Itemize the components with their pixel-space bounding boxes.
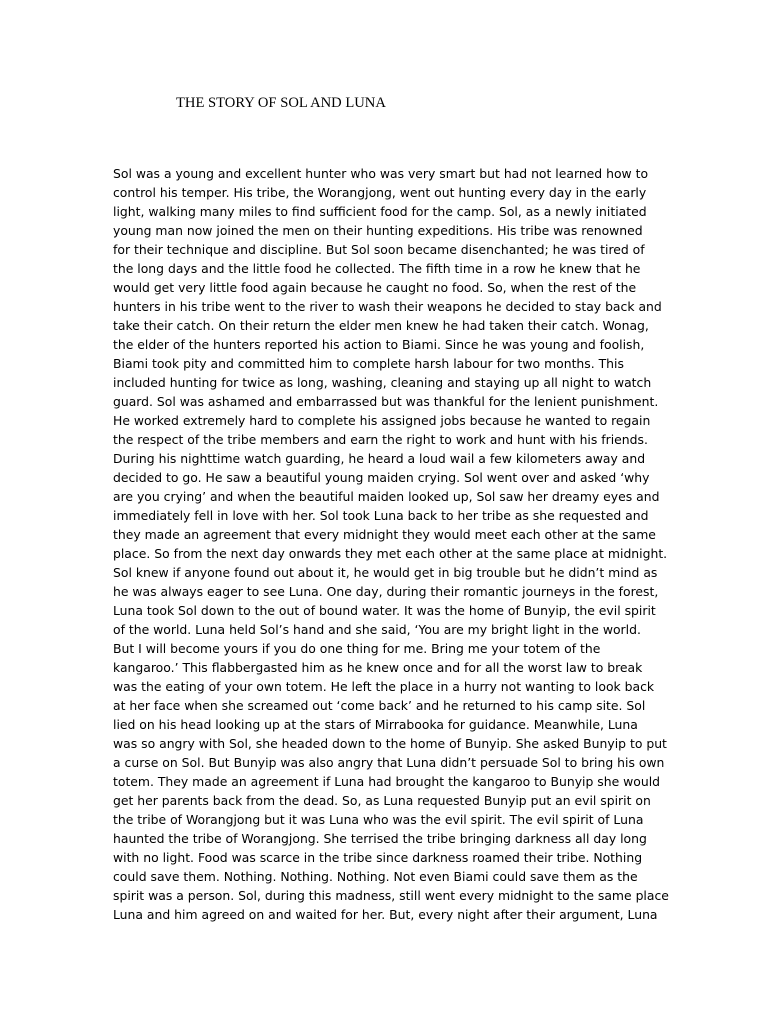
story-body (113, 164, 673, 924)
story-line: kangaroo.’ This flabbergasted him as he knew once and for all the worst law to break (113, 660, 643, 675)
story-line: lied on his head looking up at the stars of Mirrabooka for guidance. Meanwhile, Luna (113, 717, 638, 732)
story-line: Sol knew if anyone found out about it, he would get in big trouble but he didn’t mind as (113, 565, 658, 580)
story-line: young man now joined the men on their hunting expeditions. His tribe was renowned (113, 223, 643, 238)
story-line: the long days and the little food he collected. The fifth time in a row he knew that he (113, 261, 641, 276)
story-line: control his temper. His tribe, the Worangjong, went out hunting every day in the early (113, 185, 647, 200)
story-line: was the eating of your own totem. He left the place in a hurry not wanting to look back (113, 679, 655, 694)
story-line: place. So from the next day onwards they met each other at the same place at midnight. (113, 546, 668, 561)
story-line: hunters in his tribe went to the river to wash their weapons he decided to stay back and (113, 299, 662, 314)
story-line: included hunting for twice as long, washing, cleaning and staying up all night to watch (113, 375, 652, 390)
story-line: But I will become yours if you do one thing for me. Bring me your totem of the (113, 641, 601, 656)
story-line: immediately fell in love with her. Sol took Luna back to her tribe as she requested and (113, 508, 649, 523)
document-title: THE STORY OF SOL AND LUNA (176, 95, 386, 111)
story-line: Luna and him agreed on and waited for her. But, every night after their argument, Luna (113, 907, 658, 922)
story-line: they made an agreement that every midnight they would meet each other at the same (113, 527, 656, 542)
story-line: a curse on Sol. But Bunyip was also angry that Luna didn’t persuade Sol to bring his own (113, 755, 665, 770)
story-line: of the world. Luna held Sol’s hand and she said, ‘You are my bright light in the world. (113, 622, 641, 637)
story-line: for their technique and discipline. But Sol soon became disenchanted; he was tired of (113, 242, 645, 257)
story-line: get her parents back from the dead. So, as Luna requested Bunyip put an evil spirit on (113, 793, 651, 808)
story-line: spirit was a person. Sol, during this madness, still went every midnight to the same place (113, 888, 669, 903)
story-line: totem. They made an agreement if Luna had brought the kangaroo to Bunyip she would (113, 774, 661, 789)
story-line: he was always eager to see Luna. One day, during their romantic journeys in the forest, (113, 584, 659, 599)
story-line: are you crying’ and when the beautiful maiden looked up, Sol saw her dreamy eyes and (113, 489, 660, 504)
story-line: would get very little food again because he caught no food. So, when the rest of the (113, 280, 637, 295)
story-line: Luna took Sol down to the out of bound water. It was the home of Bunyip, the evil spirit (113, 603, 656, 618)
story-line: decided to go. He saw a beautiful young maiden crying. Sol went over and asked ‘why (113, 470, 650, 485)
story-line: with no light. Food was scarce in the tribe since darkness roamed their tribe. Nothing (113, 850, 643, 865)
story-line: light, walking many miles to find sufficient food for the camp. Sol, as a newly initiated (113, 204, 647, 219)
story-line: During his nighttime watch guarding, he heard a loud wail a few kilometers away and (113, 451, 646, 466)
story-line: could save them. Nothing. Nothing. Nothing. Not even Biami could save them as the (113, 869, 638, 884)
story-line: Sol was a young and excellent hunter who was very smart but had not learned how to (113, 166, 649, 181)
story-line: guard. Sol was ashamed and embarrassed but was thankful for the lenient punishment. (113, 394, 659, 409)
story-line: the respect of the tribe members and earn the right to work and hunt with his friends. (113, 432, 648, 447)
story-line: haunted the tribe of Worangjong. She terrised the tribe bringing darkness all day long (113, 831, 647, 846)
story-line: at her face when she screamed out ‘come back’ and he returned to his camp site. Sol (113, 698, 646, 713)
story-line: was so angry with Sol, she headed down to the home of Bunyip. She asked Bunyip to put (113, 736, 667, 751)
story-line: the tribe of Worangjong but it was Luna who was the evil spirit. The evil spirit of Luna (113, 812, 644, 827)
story-line: take their catch. On their return the elder men knew he had taken their catch. Wonag, (113, 318, 649, 333)
story-line: He worked extremely hard to complete his assigned jobs because he wanted to regain (113, 413, 651, 428)
story-line: Biami took pity and committed him to complete harsh labour for two months. This (113, 356, 624, 371)
story-line: the elder of the hunters reported his action to Biami. Since he was young and foolish, (113, 337, 645, 352)
